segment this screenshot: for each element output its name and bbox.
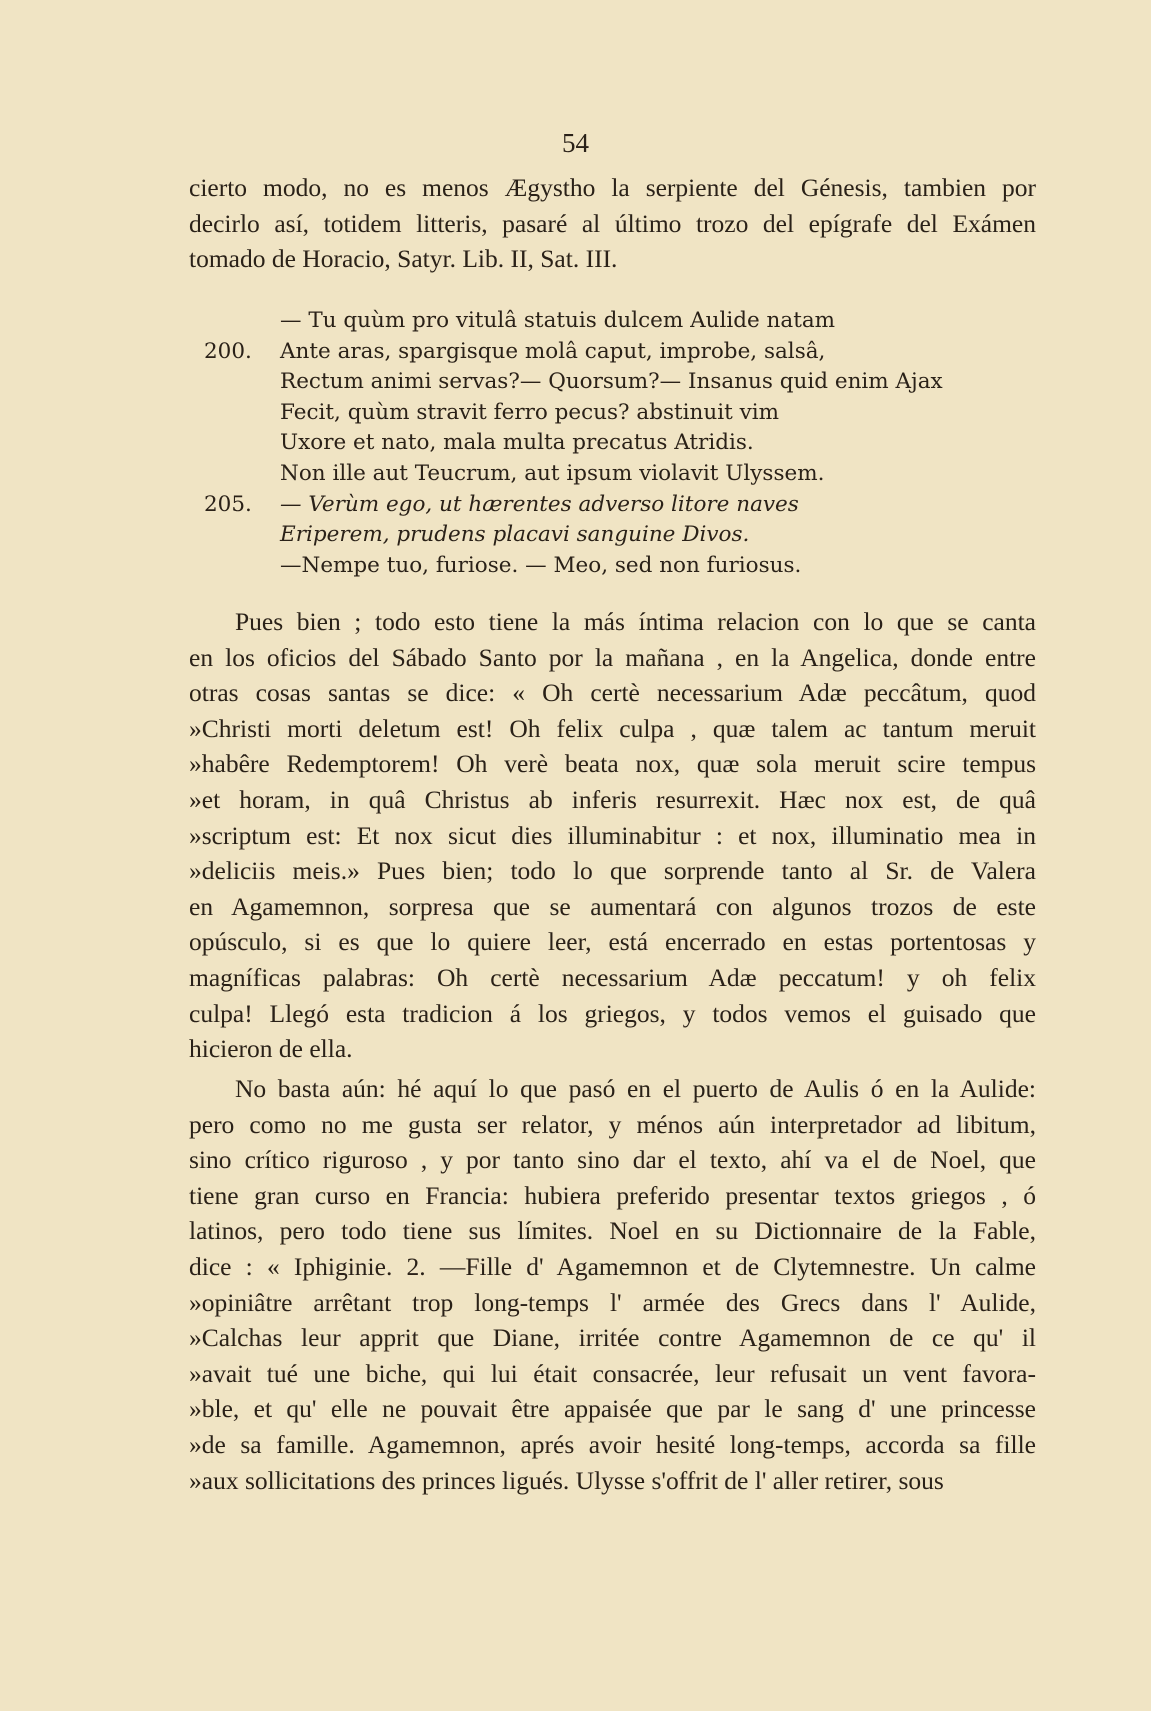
text-line: »ble, et qu' elle ne pouvait être appaisée que par le sang d' une princesse [189,1394,1036,1424]
verse-text: —Nempe tuo, furiose. — Meo, sed non furiosus. [280,552,802,578]
text-line: »habêre Redemptorem! Oh verè beata nox, quæ sola meruit scire tempus [189,749,1036,779]
verse-text: Rectum animi servas?— Quorsum?— Insanus quid enim Ajax [280,369,943,395]
verse-text: — Tu quùm pro vitulâ statuis dulcem Aulide natam [280,308,836,333]
text-line: otras cosas santas se dice: « Oh certè necessarium Adæ peccâtum, quod [189,678,1036,708]
text-line: »avait tué une biche, qui lui était consacrée, leur refusait un vent favora- [189,1358,1036,1388]
text-line: hicieron de ella. [189,1034,353,1064]
body-paragraph [189,604,1036,1067]
verse-text: — Verùm ego, ut hærentes adverso litore naves [280,491,799,517]
text-line: »scriptum est: Et nox sicut dies illuminabitur : et nox, illuminatio mea in [189,820,1036,850]
text-line: opúsculo, si es que lo quiere leer, está encerrado en estas portentosas y [189,927,1036,957]
text-line: latinos, pero todo tiene sus límites. Noel en su Dictionnaire de la Fable, [189,1216,1036,1246]
text-line: en Agamemnon, sorpresa que se aumentará con algunos trozos de este [189,891,1036,921]
text-line: »Christi morti deletum est! Oh felix culpa , quæ talem ac tantum meruit [189,713,1036,743]
text-line: »deliciis meis.» Pues bien; todo lo que sorprende tanto al Sr. de Valera [189,856,1036,886]
body-paragraph [189,1071,1036,1498]
text-line: »de sa famille. Agamemnon, aprés avoir hesité long-temps, accorda sa fille [189,1429,1036,1459]
verse-number: 205. [204,491,252,517]
text-line: tiene gran curso en Francia: hubiera preferido presentar textos griegos , ó [189,1180,1036,1210]
verse-text: Non ille aut Teucrum, aut ipsum violavit Ulyssem. [280,460,825,486]
text-line: culpa! Llegó esta tradicion á los griegos, y todos vemos el guisado que [189,998,1036,1028]
verse-text: Eriperem, prudens placavi sanguine Divos. [280,522,750,548]
page-number: 54 [562,128,589,158]
text-line: en los oficios del Sábado Santo por la mañana , en la Angelica, donde entre [189,642,1036,672]
text-line: »Calchas leur apprit que Diane, irritée contre Agamemnon de ce qu' il [189,1323,1036,1353]
text-line: »aux sollicitations des princes ligués. Ulysse s'offrit de l' aller retirer, sous [189,1465,944,1495]
verse-text: Uxore et nato, mala multa precatus Atridis. [280,430,754,456]
text-line: »opiniâtre arrêtant trop long-temps l' armée des Grecs dans l' Aulide, [189,1287,1036,1317]
text-line: dice : « Iphiginie. 2. —Fille d' Agamemnon et de Clytemnestre. Un calme [189,1251,1036,1281]
text-line: »et horam, in quâ Christus ab inferis resurrexit. Hæc nox est, de quâ [189,784,1036,814]
text-line: tomado de Horacio, Satyr. Lib. II, Sat. III. [189,244,618,274]
verse-text: Fecit, quùm stravit ferro pecus? abstinuit vim [280,399,780,425]
text-line: No basta aún: hé aquí lo que pasó en el puerto de Aulis ó en la Aulide: [235,1074,1036,1103]
text-line: sino crítico riguroso , y por tanto sino dar el texto, ahí va el de Noel, que [189,1145,1036,1175]
text-line: magníficas palabras: Oh certè necessarium Adæ peccatum! y oh felix [189,962,1036,992]
text-line: decirlo así, totidem litteris, pasaré al último trozo del epígrafe del Exámen [189,208,1036,238]
intro-paragraph [189,170,1036,277]
text-line: pero como no me gusta ser relator, y ménos aún interpretador ad libitum, [189,1109,1036,1139]
text-line: cierto modo, no es menos Ægystho la serpiente del Génesis, tambien por [189,173,1036,202]
verse-text: Ante aras, spargisque molâ caput, improbe, salsâ, [280,338,826,364]
text-line: Pues bien ; todo esto tiene la más íntima relacion con lo que se canta [235,607,1036,636]
verse-number: 200. [204,338,252,364]
